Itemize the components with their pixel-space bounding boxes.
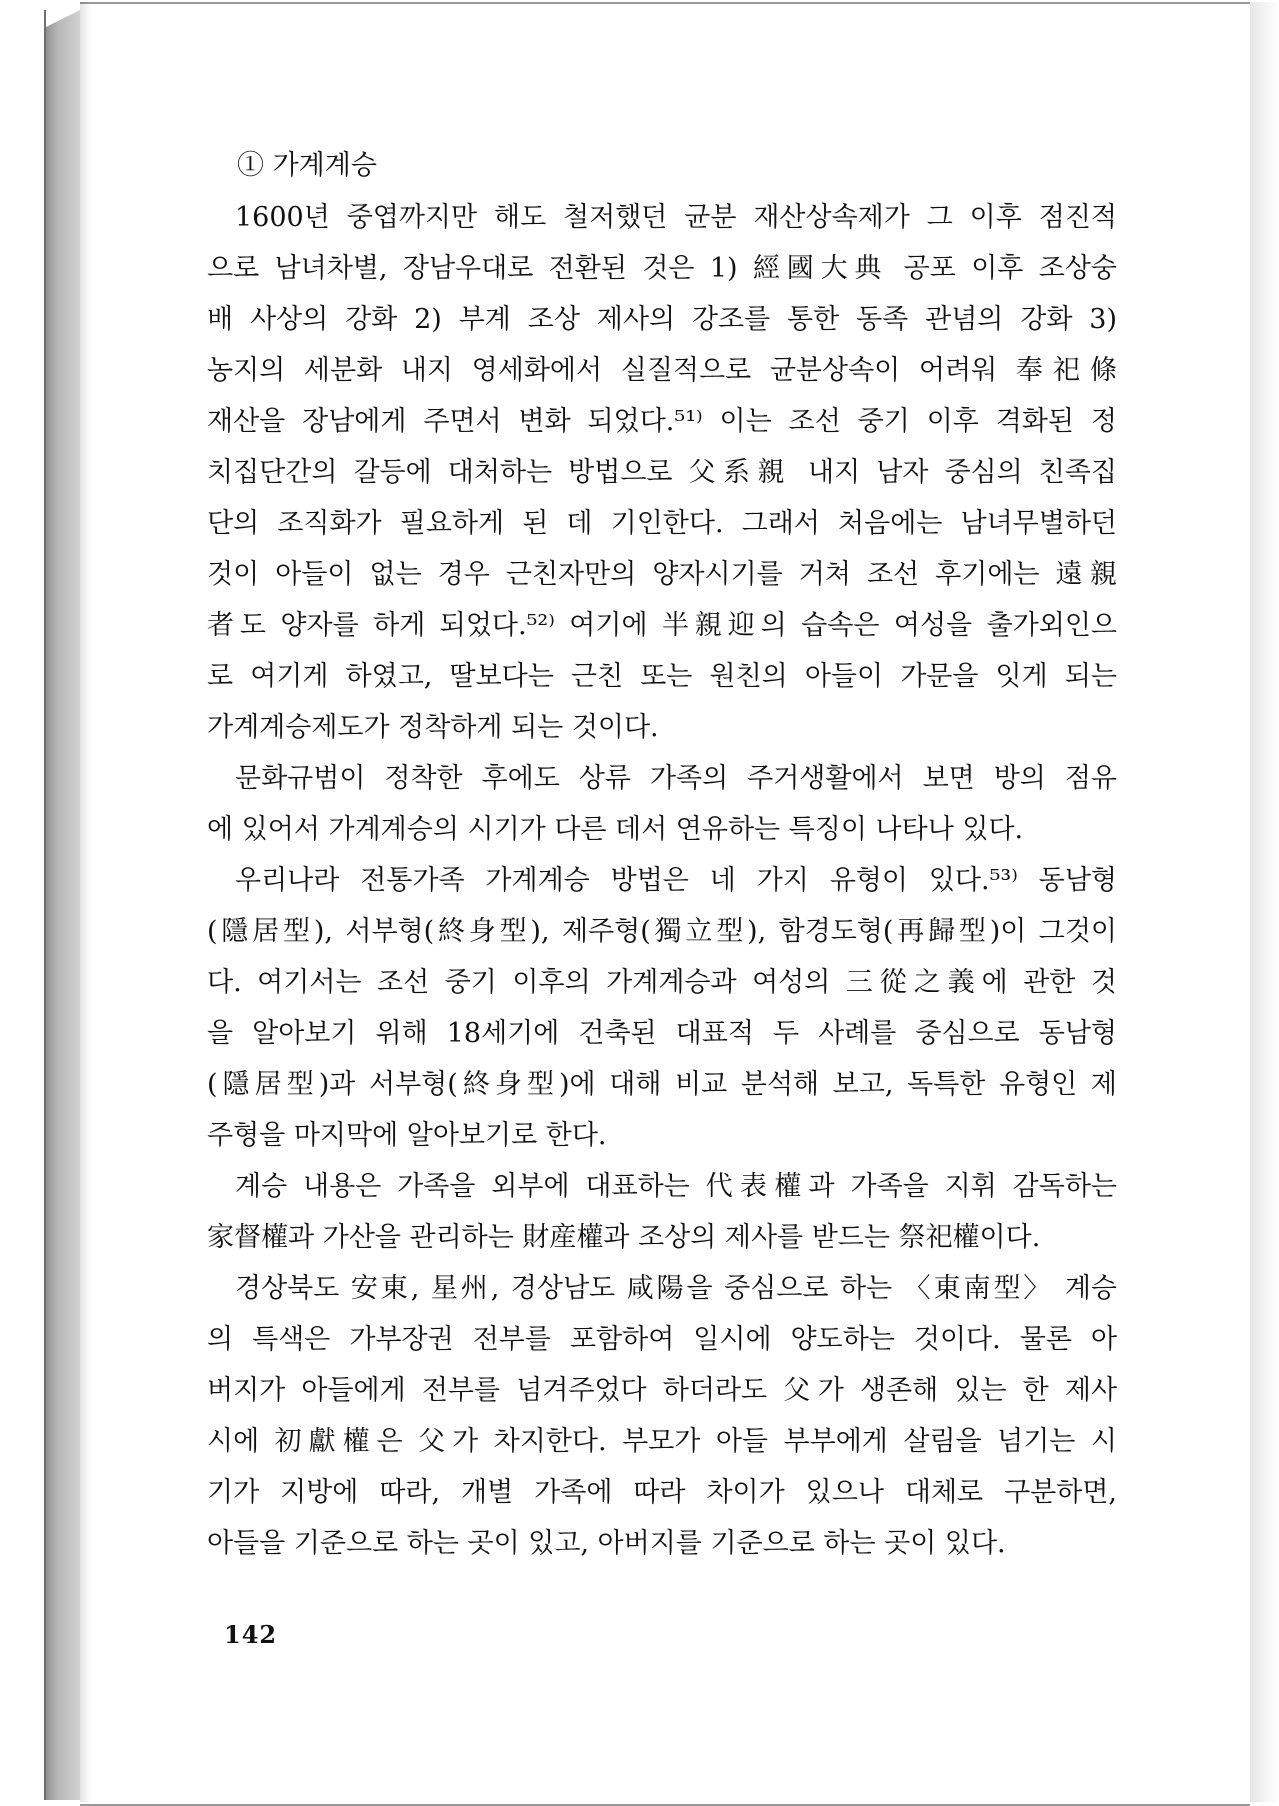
text-line: 家督權과 가산을 관리하는 財産權과 조상의 제사를 받드는 祭祀權이다. — [207, 1222, 1041, 1253]
text-line: 으로 남녀차별, 장남우대로 전환된 것은 1) 經國大典 공포 이후 조상숭 — [207, 253, 1117, 284]
page-number: 142 — [224, 1620, 278, 1649]
text-line: 버지가 아들에게 전부를 넘겨주었다 하더라도 父가 생존해 있는 한 제사 — [207, 1375, 1117, 1406]
paragraph — [207, 1263, 1117, 1569]
text-line: 단의 조직화가 필요하게 된 데 기인한다. 그래서 처음에는 남녀무별하던 — [207, 508, 1117, 539]
paragraph — [207, 1161, 1117, 1263]
text-line: 아들을 기준으로 하는 곳이 있고, 아버지를 기준으로 하는 곳이 있다. — [207, 1528, 1006, 1559]
text-line: 다. 여기서는 조선 중기 이후의 가계계승과 여성의 三從之義에 관한 것 — [207, 967, 1117, 998]
book-page-edges — [44, 10, 80, 1800]
text-line: 재산을 장남에게 주면서 변화 되었다.⁵¹⁾ 이는 조선 중기 이후 격화된 정 — [207, 406, 1117, 437]
text-line: 것이 아들이 없는 경우 근친자만의 양자시기를 거쳐 조선 후기에는 遠親 — [207, 559, 1117, 590]
text-line: 의 특색은 가부장권 전부를 포함하여 일시에 양도하는 것이다. 물론 아 — [207, 1324, 1117, 1355]
text-line: 者도 양자를 하게 되었다.⁵²⁾ 여기에 半親迎의 습속은 여성을 출가외인으 — [207, 610, 1117, 641]
text-line: 기가 지방에 따라, 개별 가족에 따라 차이가 있으나 대체로 구분하면, — [207, 1477, 1117, 1508]
paragraph — [207, 855, 1117, 1161]
page-right-shadow — [1250, 2, 1279, 1802]
text-line: 을 알아보기 위해 18세기에 건축된 대표적 두 사례를 중심으로 동남형 — [207, 1018, 1117, 1049]
text-line: 치집단간의 갈등에 대처하는 방법으로 父系親 내지 남자 중심의 친족집 — [207, 457, 1117, 488]
page-gutter-shadow — [80, 2, 92, 1802]
text-line: 주형을 마지막에 알아보기로 한다. — [207, 1120, 607, 1151]
text-line: (隱居型)과 서부형(終身型)에 대해 비교 분석해 보고, 독특한 유형인 제 — [207, 1069, 1117, 1100]
text-line: 가계계승제도가 정착하게 되는 것이다. — [207, 712, 659, 743]
text-line: 계승 내용은 가족을 외부에 대표하는 代表權과 가족을 지휘 감독하는 — [235, 1171, 1117, 1202]
text-line: 로 여기게 하였고, 딸보다는 근친 또는 원친의 아들이 가문을 잇게 되는 — [207, 661, 1117, 692]
text-line: 시에 初獻權은 父가 차지한다. 부모가 아들 부부에게 살림을 넘기는 시 — [207, 1426, 1117, 1457]
text-line: 에 있어서 가계계승의 시기가 다른 데서 연유하는 특징이 나타나 있다. — [207, 814, 1024, 845]
text-line: (隱居型), 서부형(終身型), 제주형(獨立型), 함경도형(再歸型)이 그것이 — [207, 916, 1117, 947]
text-line: 배 사상의 강화 2) 부계 조상 제사의 강조를 통한 동족 관념의 강화 3) — [207, 304, 1117, 335]
text-line: 우리나라 전통가족 가계계승 방법은 네 가지 유형이 있다.⁵³⁾ 동남형 — [235, 865, 1117, 896]
book-edge-line — [44, 10, 46, 1800]
paragraph — [207, 192, 1117, 753]
text-line: 문화규범이 정착한 후에도 상류 가족의 주거생활에서 보면 방의 점유 — [235, 763, 1117, 794]
page-body — [207, 140, 1117, 1569]
section-heading: ① 가계계승 — [237, 150, 377, 181]
text-line: 경상북도 安東, 星州, 경상남도 咸陽을 중심으로 하는 〈東南型〉 계승 — [235, 1273, 1117, 1304]
paragraph — [207, 753, 1117, 855]
text-line: 1600년 중엽까지만 해도 철저했던 균분 재산상속제가 그 이후 점진적 — [235, 202, 1117, 233]
text-line: 농지의 세분화 내지 영세화에서 실질적으로 균분상속이 어려워 奉祀條 — [207, 355, 1117, 386]
